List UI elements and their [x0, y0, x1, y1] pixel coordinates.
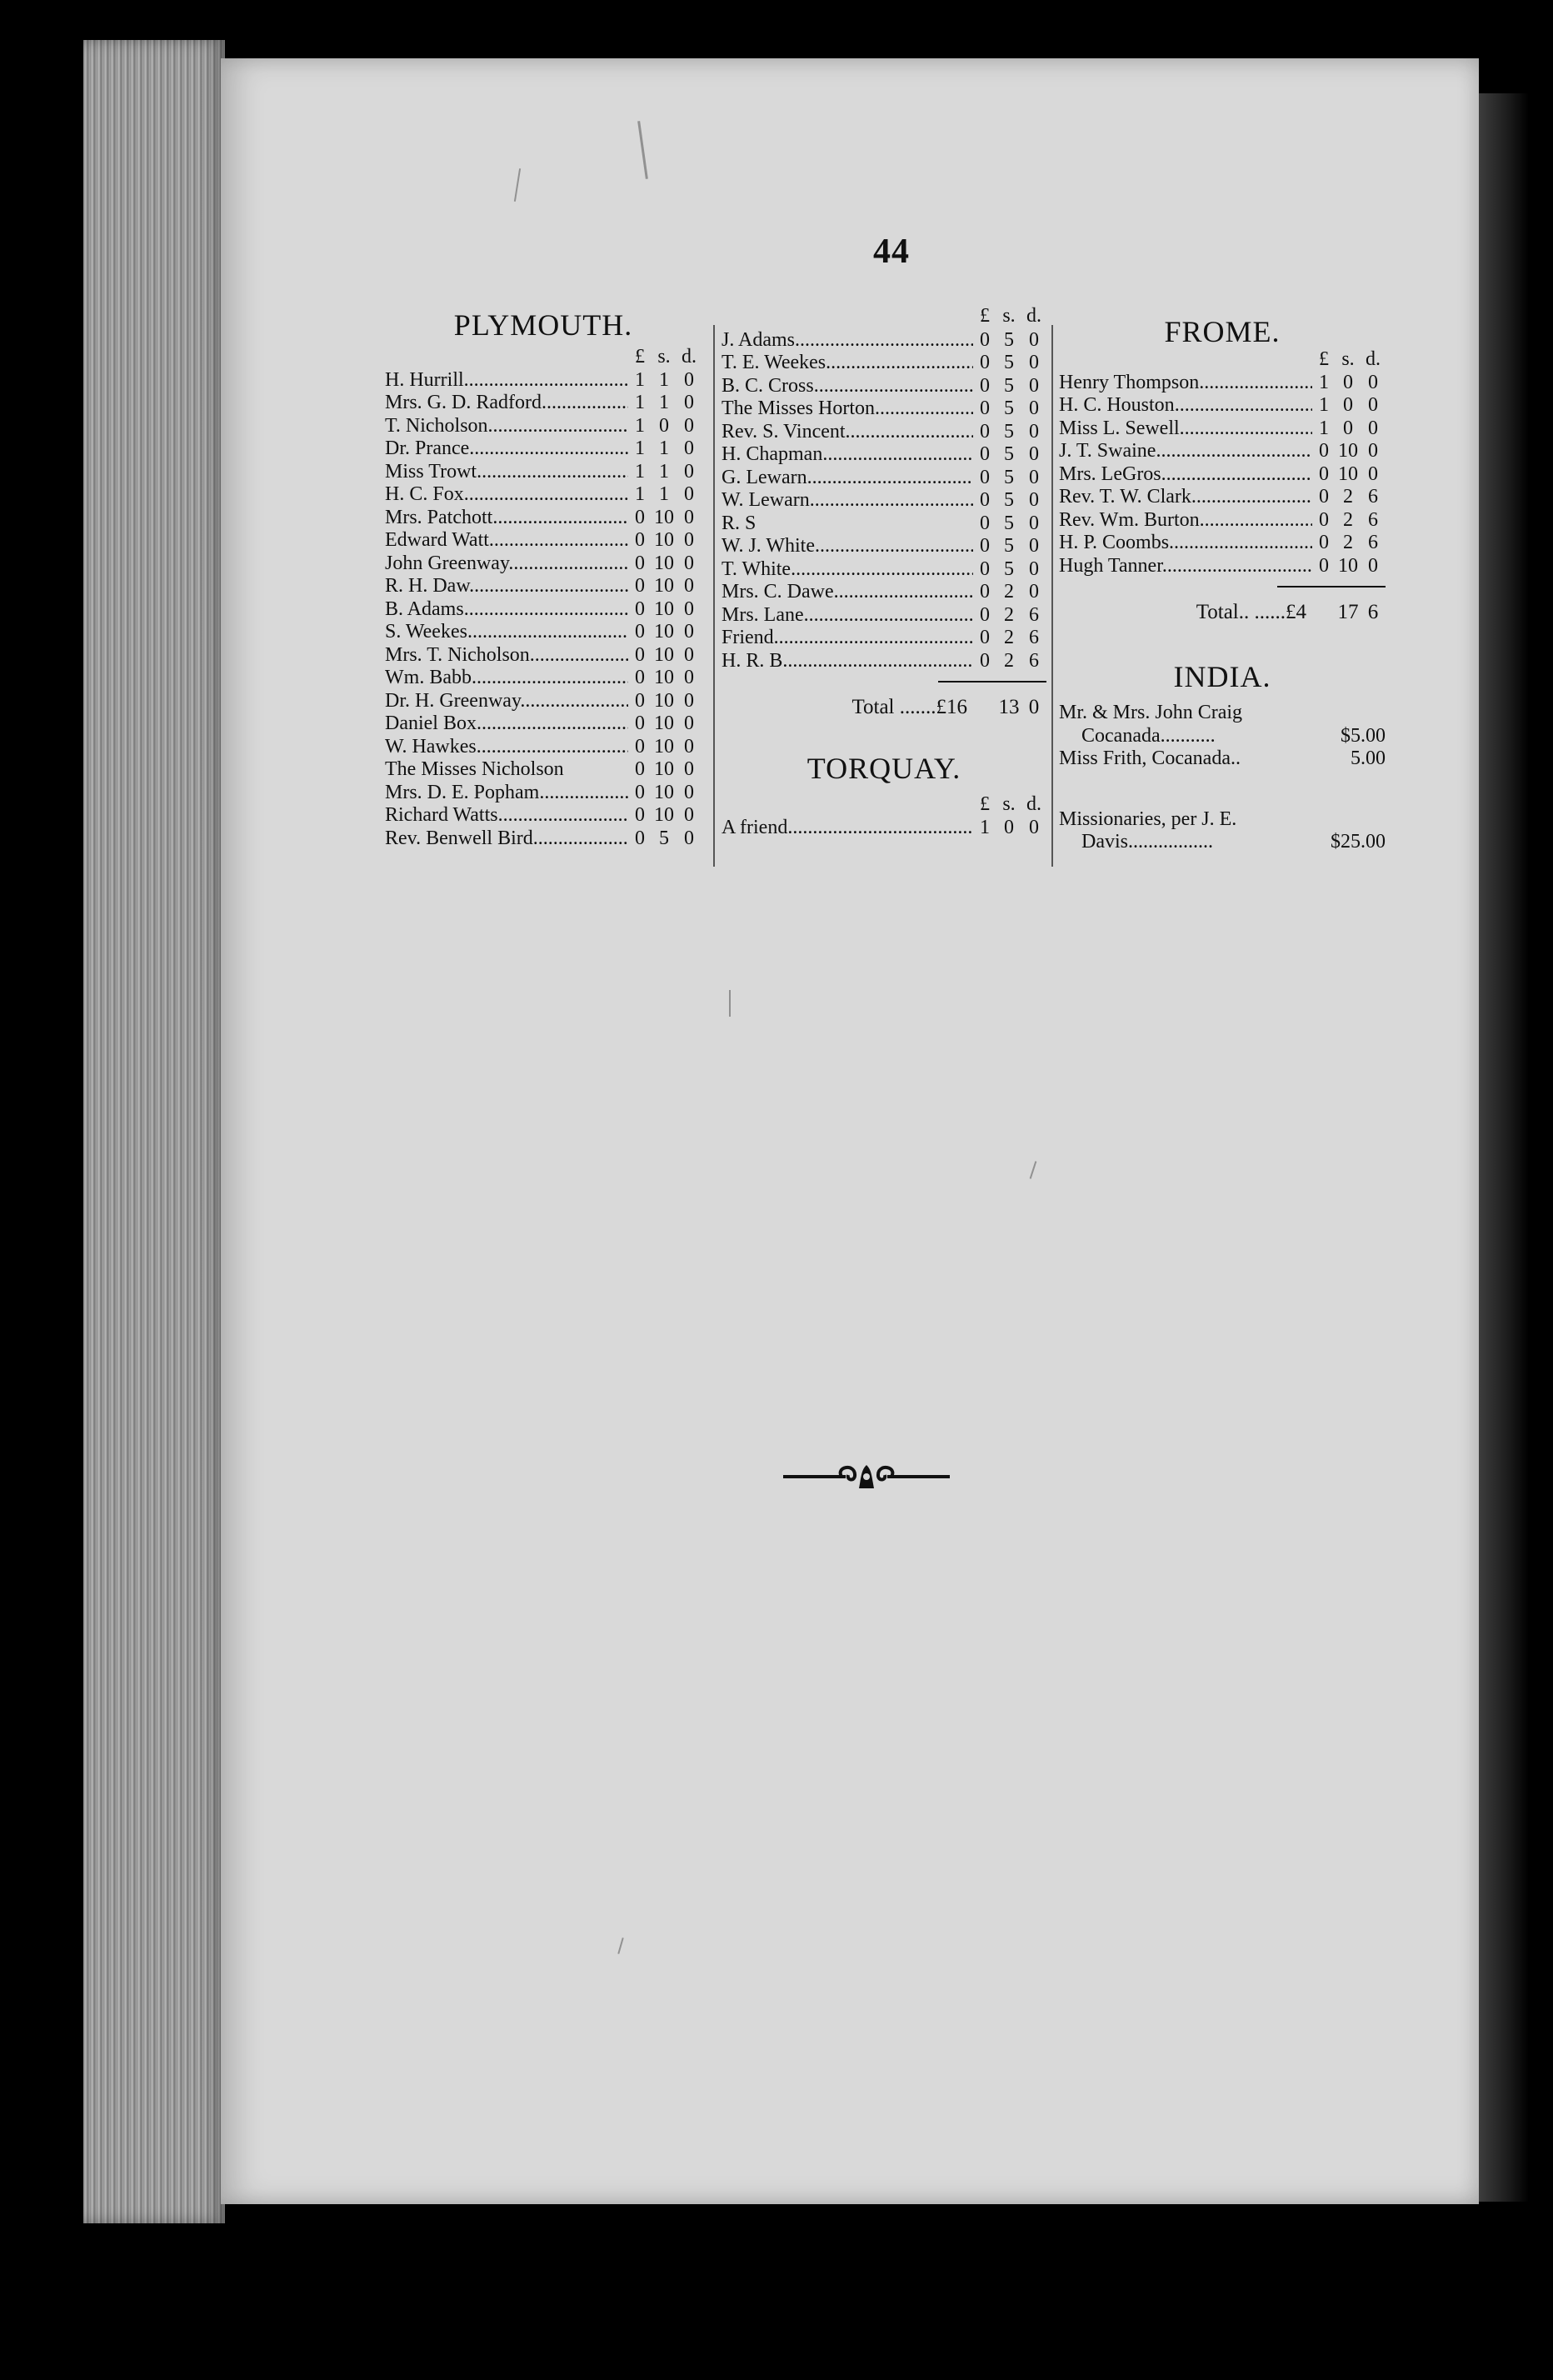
list-item: Mrs. Lane ..... 0 2 6	[722, 604, 1046, 628]
list-item: Wm. Babb ..... 0 10 0	[385, 667, 702, 690]
continued-column	[722, 305, 1046, 839]
scan-mark	[729, 990, 731, 1017]
india-donor-line: Missionaries, per J. E.	[1059, 808, 1237, 830]
pence-header: d.	[1026, 793, 1041, 815]
list-item: H. Hurrill ..... 1 1 0	[385, 369, 702, 392]
total-label: Total.. ......£4	[1196, 601, 1306, 623]
list-item: R. S 0 5 0	[722, 512, 1039, 534]
india-amount-line	[1059, 748, 1386, 771]
list-item: H. R. B ..... 0 2 6	[722, 650, 1046, 673]
list-item: Mrs. T. Nicholson ..... 0 10 0	[385, 644, 702, 668]
india-entry	[1059, 702, 1386, 748]
list-item: Miss Trowt ..... 1 1 0	[385, 461, 702, 484]
list-item: B. Adams ..... 0 10 0	[385, 598, 702, 622]
total-pence: 6	[1367, 601, 1379, 623]
list-item: Daniel Box ..... 0 10 0	[385, 712, 702, 736]
pence-header: d.	[1026, 305, 1041, 327]
list-item: Mrs. G. D. Radford ..... 1 1 0	[385, 392, 702, 415]
plymouth-heading: PLYMOUTH.	[453, 308, 633, 342]
pounds-header: £	[980, 305, 990, 327]
currency-header	[722, 793, 1046, 817]
list-item: Rev. Benwell Bird ..... 0 5 0	[385, 828, 702, 851]
list-item: W. J. White ..... 0 5 0	[722, 535, 1046, 558]
list-item: Mrs. LeGros ..... 0 10 0	[1059, 463, 1386, 487]
list-item: S. Weekes ..... 0 10 0	[385, 621, 702, 644]
total-pence: 0	[1028, 696, 1040, 718]
shillings-header: s.	[1002, 305, 1016, 327]
shillings-header: s.	[657, 346, 671, 368]
plymouth-total	[722, 695, 1046, 720]
book-page-edges	[83, 40, 225, 2223]
list-item: Mrs. C. Dawe ..... 0 2 0	[722, 581, 1046, 604]
india-amount: $25.00	[1331, 831, 1386, 852]
list-item: W. Lewarn ..... 0 5 0	[722, 489, 1046, 512]
list-item: Miss L. Sewell ..... 1 0 0	[1059, 418, 1386, 441]
list-item: The Misses Horton ..... 0 5 0	[722, 398, 1046, 421]
page-number: 44	[873, 232, 910, 271]
list-item: Rev. Wm. Burton ..... 0 2 6	[1059, 509, 1386, 532]
india-amount: 5.00	[1351, 748, 1386, 769]
list-item: G. Lewarn ..... 0 5 0	[722, 467, 1046, 490]
list-item: Richard Watts ..... 0 10 0	[385, 804, 702, 828]
total-shillings: 17	[1337, 601, 1359, 623]
list-item: Henry Thompson ..... 1 0 0	[1059, 372, 1386, 395]
list-item: Rev. T. W. Clark ..... 0 2 6	[1059, 486, 1386, 509]
list-item: A friend ..... 1 0 0	[722, 817, 1046, 840]
list-item: J. Adams ..... 0 5 0	[722, 329, 1046, 352]
india-donor-line: Mr. & Mrs. John Craig	[1059, 702, 1243, 723]
total-shillings: 13	[998, 696, 1020, 718]
list-item: T. White ..... 0 5 0	[722, 558, 1046, 582]
currency-header	[722, 305, 1046, 328]
list-item: T. Nicholson ..... 1 0 0	[385, 415, 702, 438]
list-item: J. T. Swaine ..... 0 10 0	[1059, 440, 1386, 463]
list-item: Hugh Tanner ..... 0 10 0	[1059, 555, 1386, 578]
list-item: B. C. Cross ..... 0 5 0	[722, 375, 1046, 398]
india-amount-line	[1059, 831, 1386, 854]
list-item: T. E. Weekes ..... 0 5 0	[722, 352, 1046, 375]
list-item: H. C. Fox ..... 1 1 0	[385, 483, 702, 507]
list-item: Friend ..... 0 2 6	[722, 627, 1046, 650]
pounds-header: £	[635, 346, 645, 368]
total-rule	[1277, 586, 1386, 588]
pence-header: d.	[1366, 348, 1381, 370]
list-item: John Greenway ..... 0 10 0	[385, 552, 702, 576]
list-item: H. C. Houston ..... 1 0 0	[1059, 394, 1386, 418]
list-item: Mrs. Patchott ..... 0 10 0	[385, 507, 702, 530]
list-item: Edward Watt ..... 0 10 0	[385, 529, 702, 552]
frome-heading: FROME.	[1164, 315, 1281, 348]
binding-shadow	[1479, 93, 1529, 2202]
india-amount: $5.00	[1341, 724, 1386, 747]
list-item: H. P. Coombs ..... 0 2 6	[1059, 532, 1386, 555]
india-amount-line	[1059, 725, 1386, 748]
list-item: The Misses Nicholson 0 10 0	[385, 758, 694, 780]
total-rule	[938, 681, 1046, 682]
india-entry	[1059, 808, 1386, 854]
column-divider	[713, 325, 715, 867]
pence-header: d.	[682, 346, 697, 368]
india-place: Davis.................	[1081, 831, 1213, 852]
total-label: Total .......£16	[851, 696, 967, 718]
list-item: Mrs. D. E. Popham ..... 0 10 0	[385, 782, 702, 805]
list-item: H. Chapman ..... 0 5 0	[722, 443, 1046, 467]
list-item: W. Hawkes ..... 0 10 0	[385, 736, 702, 759]
india-heading: INDIA.	[1173, 660, 1271, 693]
currency-header	[385, 346, 702, 369]
plymouth-column	[385, 305, 702, 850]
column-divider	[1051, 325, 1053, 867]
list-item: Dr. H. Greenway ..... 0 10 0	[385, 690, 702, 713]
india-donor-line: Miss Frith, Cocanada..	[1059, 748, 1241, 769]
frome-and-india-column	[1059, 305, 1386, 854]
pounds-header: £	[980, 793, 990, 815]
ornamental-flourish	[779, 1460, 954, 1495]
list-item: Rev. S. Vincent ..... 0 5 0	[722, 421, 1046, 444]
center-dot	[863, 1473, 870, 1480]
frome-total	[1059, 600, 1386, 625]
section-spacer	[1059, 625, 1386, 662]
india-entry	[1059, 748, 1386, 771]
section-spacer	[722, 720, 1046, 753]
currency-header	[1059, 348, 1386, 372]
pounds-header: £	[1319, 348, 1329, 370]
section-spacer	[1059, 771, 1386, 808]
shillings-header: s.	[1002, 793, 1016, 815]
torquay-heading: TORQUAY.	[806, 752, 961, 785]
list-item: R. H. Daw ..... 0 10 0	[385, 575, 702, 598]
list-item: Dr. Prance ..... 1 1 0	[385, 438, 702, 461]
india-place: Cocanada...........	[1081, 724, 1216, 747]
shillings-header: s.	[1341, 348, 1355, 370]
